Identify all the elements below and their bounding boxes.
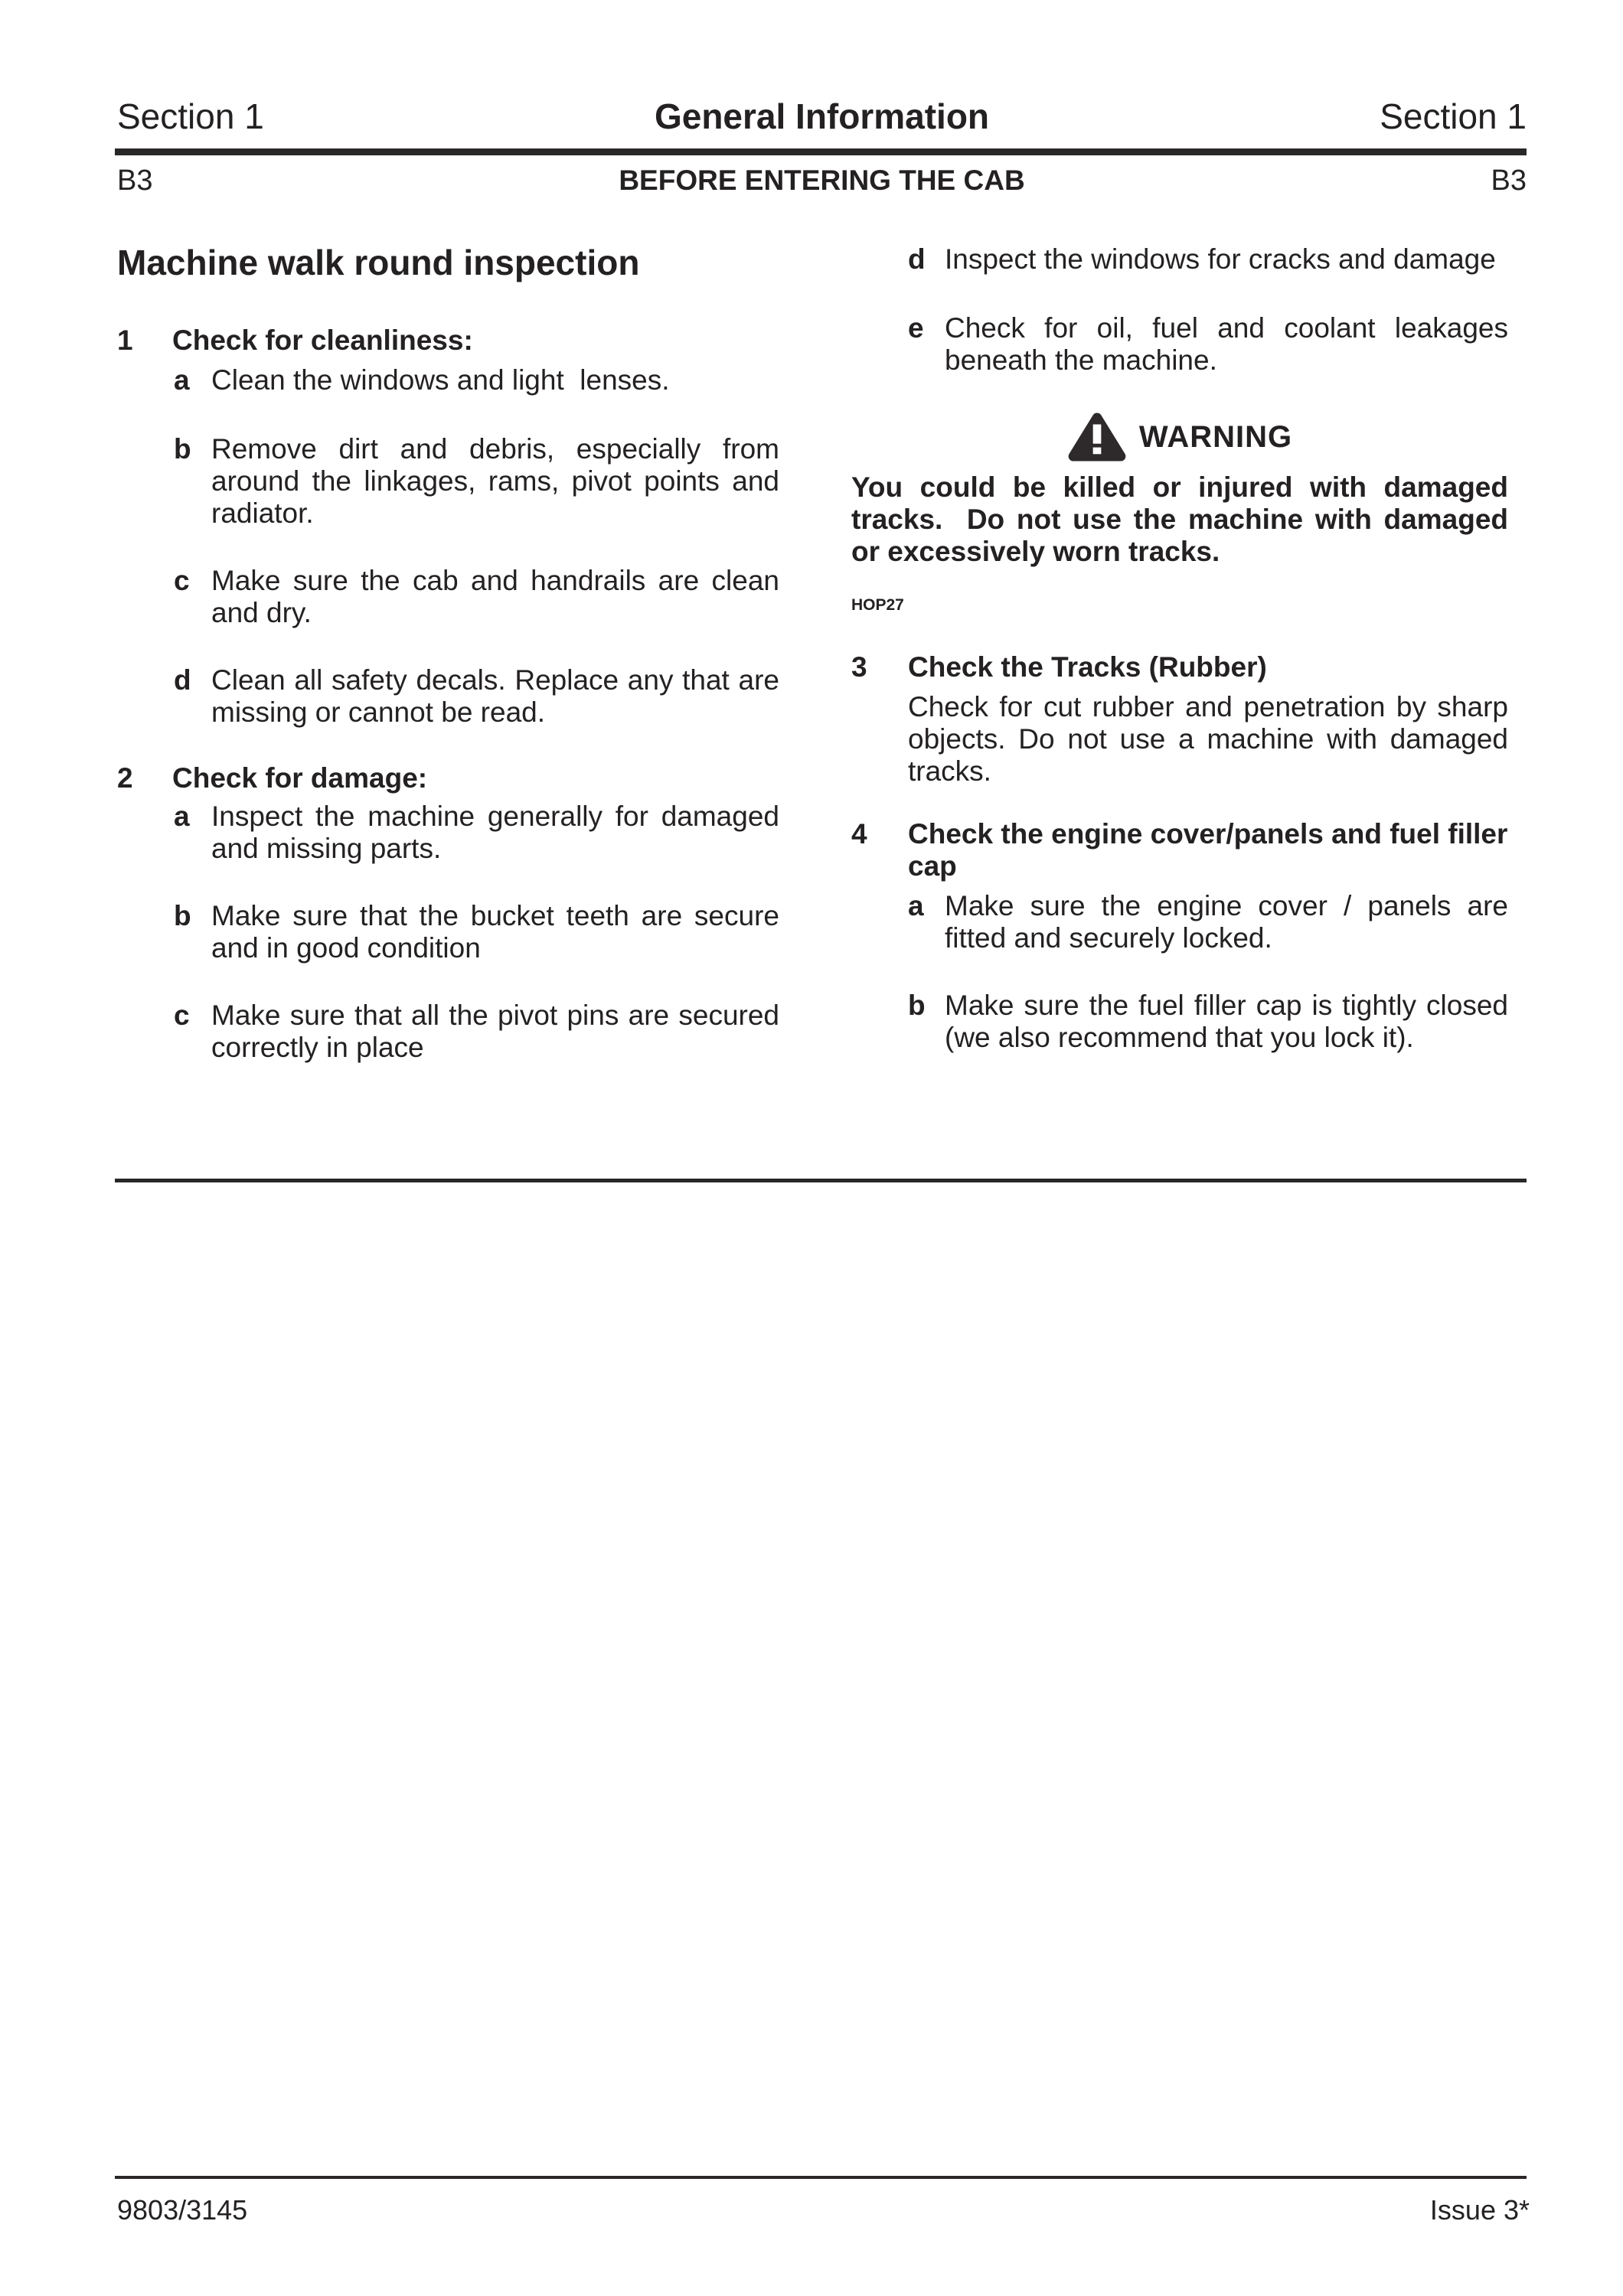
- item-3-number: 3: [851, 651, 867, 683]
- item-1-number: 1: [117, 325, 133, 356]
- subitem-text: Make sure the engine cover / panels are fitted and securely locked.: [945, 890, 1517, 954]
- subitem-text: Clean all safety decals. Replace any that are missing or cannot be read.: [211, 664, 788, 728]
- footer-publication-number: 9803/3145: [117, 2194, 248, 2226]
- list-item: [908, 990, 1517, 1054]
- header-rule: [115, 148, 1527, 155]
- subitem-text: Make sure that all the pivot pins are secured correctly in place: [211, 1000, 788, 1063]
- list-item: [174, 364, 779, 396]
- header-section-left: Section 1: [117, 96, 264, 136]
- item-2-subitems-continued: [908, 243, 1517, 377]
- section-title: Machine walk round inspection: [117, 243, 640, 282]
- item-3-paragraph: Check for cut rubber and penetration by sharp objects. Do not use a machine with damaged tracks.: [908, 691, 1517, 787]
- list-item: [174, 664, 788, 729]
- item-2-subitems: [174, 801, 788, 1064]
- subitem-letter: d: [174, 664, 191, 696]
- list-item: [174, 433, 788, 530]
- subitem-letter: e: [908, 312, 924, 344]
- subitem-text: Inspect the machine generally for damaged and missing parts.: [211, 801, 788, 864]
- item-4-subitems: [908, 890, 1517, 1054]
- item-2-heading-row: [117, 762, 779, 794]
- right-column: [851, 243, 1517, 1054]
- footer-issue-number: Issue 3*: [1429, 2194, 1530, 2226]
- list-item: [908, 312, 1517, 377]
- subheader-page-code-left: B3: [117, 165, 153, 197]
- subitem-letter: d: [908, 243, 926, 275]
- subitem-letter: c: [174, 1000, 190, 1031]
- list-item: [908, 243, 1508, 276]
- warning-text: You could be killed or injured with damaged tracks. Do not use the machine with damaged or excessively worn tracks.: [851, 471, 1517, 567]
- item-3-heading: Check the Tracks (Rubber): [908, 651, 1267, 683]
- item-1-subitems: [174, 364, 788, 729]
- header-section-right: Section 1: [1380, 96, 1527, 136]
- subitem-letter: a: [174, 364, 190, 396]
- item-2-number: 2: [117, 762, 133, 794]
- list-item: [174, 1000, 788, 1064]
- page-footer: [117, 2193, 1530, 2227]
- subitem-letter: b: [174, 433, 191, 465]
- item-4-heading: Check the engine cover/panels and fuel filler cap: [908, 818, 1508, 882]
- page-header: [117, 97, 1527, 135]
- subitem-letter: b: [174, 900, 191, 931]
- item-2-heading: Check for damage:: [172, 762, 428, 794]
- subitem-letter: b: [908, 990, 926, 1021]
- subitem-text: Check for oil, fuel and coolant leakages beneath the machine.: [945, 312, 1517, 376]
- subitem-text: Make sure the cab and handrails are clean and dry.: [211, 565, 788, 628]
- warning-reference-code: HOP27: [851, 596, 904, 614]
- list-item: [174, 900, 788, 964]
- item-3-heading-row: [851, 651, 1508, 683]
- subitem-text: Make sure the fuel filler cap is tightly closed (we also recommend that you lock it).: [945, 990, 1517, 1053]
- warning-triangle-icon: [1067, 412, 1127, 462]
- list-item: [174, 801, 788, 865]
- mid-page-rule: [115, 1179, 1527, 1182]
- subitem-text: Remove dirt and debris, especially from around the linkages, rams, pivot points and radiator.: [211, 433, 788, 529]
- list-item: [908, 890, 1517, 954]
- page-subheader: [117, 164, 1527, 197]
- subitem-text: Clean the windows and light lenses.: [211, 364, 670, 396]
- subitem-text: Make sure that the bucket teeth are secure and in good condition: [211, 900, 788, 964]
- item-1-heading-row: [117, 325, 779, 357]
- warning-label: WARNING: [1138, 420, 1293, 454]
- subitem-letter: a: [908, 890, 924, 921]
- warning-header: [851, 412, 1508, 462]
- subitem-text: Inspect the windows for cracks and damage: [945, 243, 1496, 275]
- item-4-number: 4: [851, 818, 867, 850]
- subheader-title: BEFORE ENTERING THE CAB: [619, 165, 1025, 196]
- item-1-heading: Check for cleanliness:: [172, 325, 473, 356]
- footer-rule: [115, 2176, 1527, 2179]
- list-item: [174, 565, 788, 629]
- subheader-page-code-right: B3: [1491, 165, 1527, 197]
- subitem-letter: a: [174, 801, 190, 832]
- subitem-letter: c: [174, 565, 190, 596]
- item-4-heading-row: [851, 818, 1508, 882]
- left-column: [117, 243, 788, 1064]
- header-title: General Information: [654, 96, 990, 136]
